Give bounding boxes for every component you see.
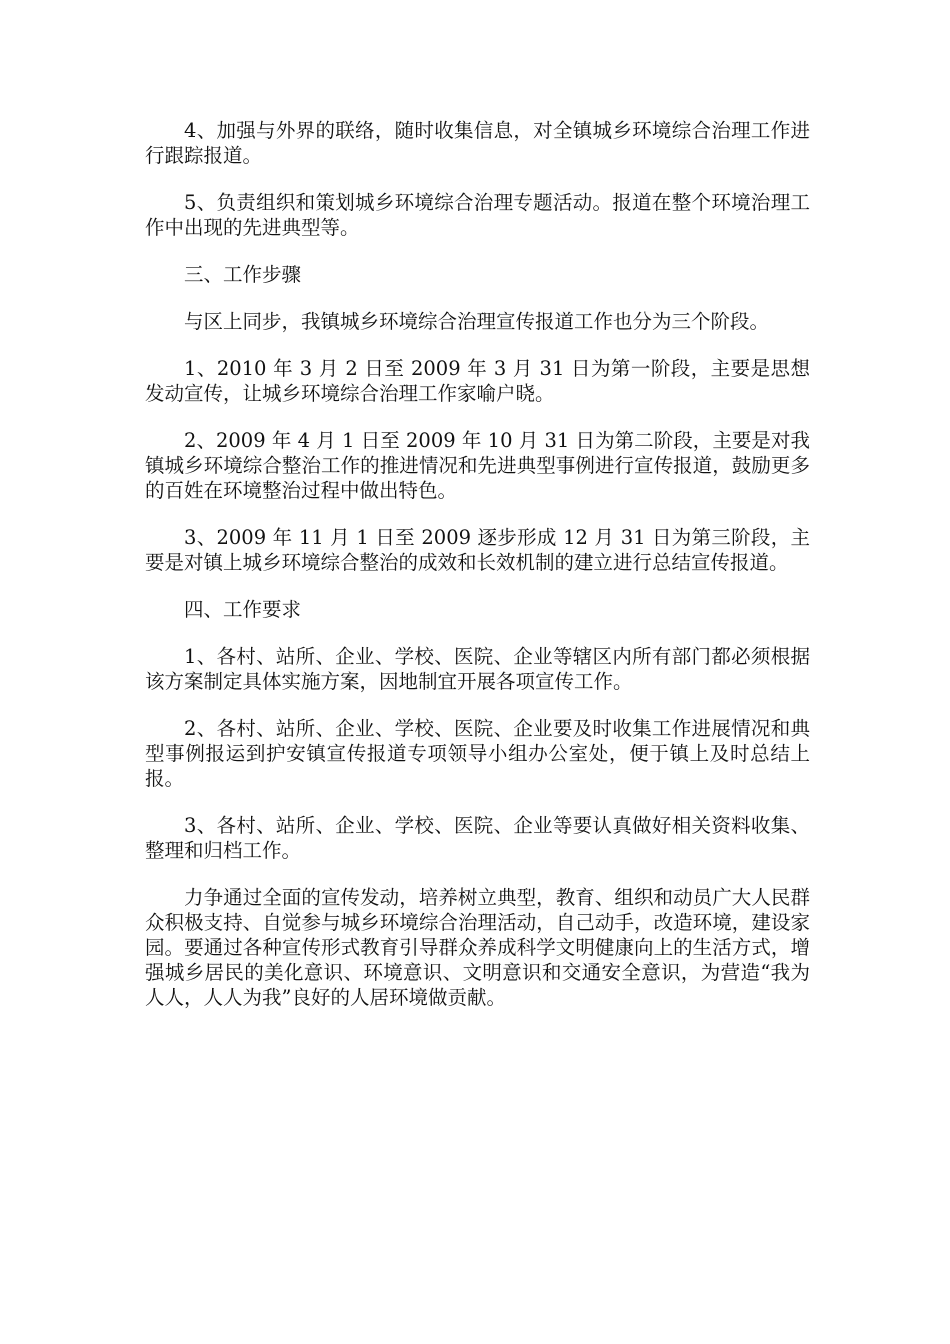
document-body [145,118,810,1032]
section-4-heading: 四、工作要求 [184,598,302,621]
step-1: 1、2010 年 3 月 2 日至 2009 年 3 月 31 日为第一阶段，主要是思想发动宣传，让城乡环境综合治理工作家喻户晓。 [145,357,810,405]
requirement-3: 3、各村、站所、企业、学校、医院、企业等要认真做好相关资料收集、整理和归档工作。 [145,814,810,862]
item-5-activities: 5、负责组织和策划城乡环境综合治理专题活动。报道在整个环境治理工作中出现的先进典型等。 [145,191,810,239]
item-4-liaison: 4、加强与外界的联络，随时收集信息，对全镇城乡环境综合治理工作进行跟踪报道。 [145,119,810,167]
requirement-2: 2、各村、站所、企业、学校、医院、企业要及时收集工作进展情况和典型事例报运到护安镇宣传报道专项领导小组办公室处，便于镇上及时总结上报。 [145,717,810,790]
step-2: 2、2009 年 4 月 1 日至 2009 年 10 月 31 日为第二阶段，主要是对我镇城乡环境综合整治工作的推进情况和先进典型事例进行宣传报道，鼓励更多的百姓在环境整治过程中做出特色。 [145,429,810,502]
requirement-1: 1、各村、站所、企业、学校、医院、企业等辖区内所有部门都必须根据该方案制定具体实施方案，因地制宜开展各项宣传工作。 [145,645,810,693]
closing-paragraph: 力争通过全面的宣传发动，培养树立典型，教育、组织和动员广大人民群众积极支持、自觉参与城乡环境综合治理活动，自己动手，改造环境，建设家园。要通过各种宣传形式教育引导群众养成科学文明健康向上的生活方式，增强城乡居民的美化意识、环境意识、文明意识和交通安全意识，为营造“我为人人，人人为我”良好的人居环境做贡献。 [145,886,810,1009]
steps-intro: 与区上同步，我镇城乡环境综合治理宣传报道工作也分为三个阶段。 [184,310,770,333]
section-3-heading: 三、工作步骤 [184,263,302,286]
step-3: 3、2009 年 11 月 1 日至 2009 逐步形成 12 月 31 日为第三阶段，主要是对镇上城乡环境综合整治的成效和长效机制的建立进行总结宣传报道。 [145,526,810,574]
